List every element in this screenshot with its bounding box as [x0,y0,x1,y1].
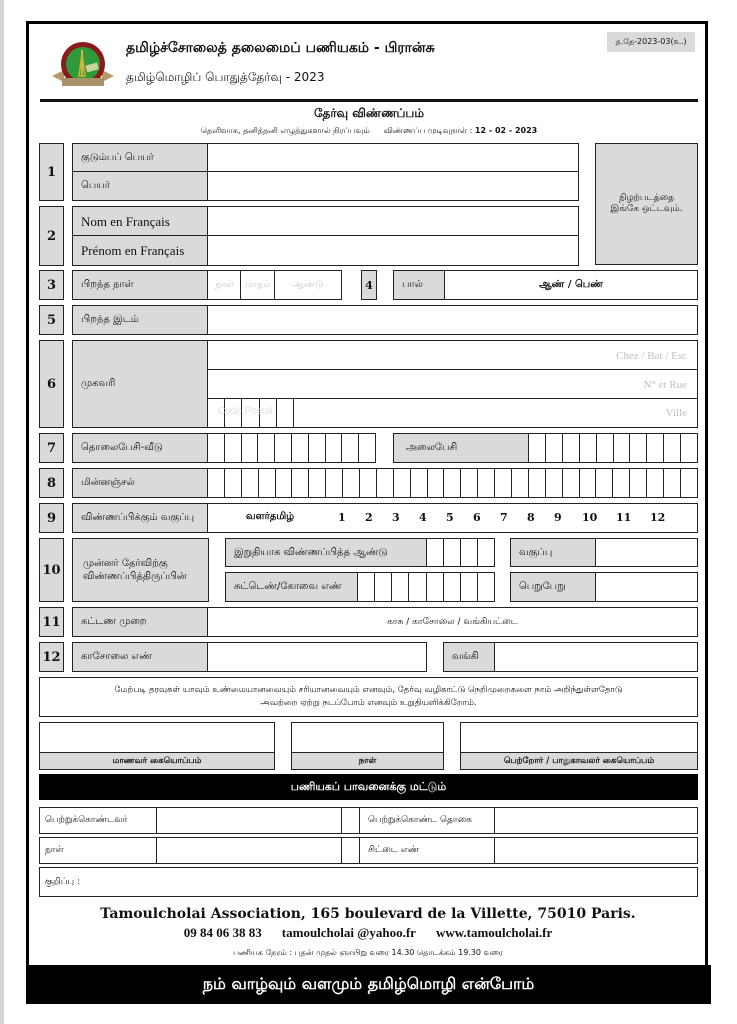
address-street-input[interactable]: N° et Rue [207,369,698,400]
receipt-number-input[interactable] [494,837,698,864]
class-option-6[interactable]: 6 [473,511,481,524]
row-number-5: 5 [39,305,64,335]
emblem-icon [50,40,116,92]
parent-signature-field[interactable] [460,722,698,754]
email-label: மின்னஞ்சல் [72,468,209,498]
class-options [207,503,698,533]
footer-address: Tamoulcholai Association, 165 boulevard de la Villette, 75010 Paris. [100,906,636,922]
row-number-4: 4 [361,270,377,300]
cheque-number-input[interactable] [207,642,427,672]
signature-date-field[interactable] [291,722,444,754]
row-number-2: 2 [39,206,64,266]
birth-month-input[interactable]: மாதம் [240,270,276,300]
class-option-valartamil[interactable]: வளர்தமிழ் [246,511,295,522]
last-year-input[interactable] [426,538,495,567]
prev-class-input[interactable] [595,538,698,567]
declaration-line-1: மேற்படி தரவுகள் யாவும் உண்மையானவையும் சரியானவையும் எனவும், தேர்வு வழிகாட்டு நெறிமுறைகளை நாம் அறிந்துள்ளதோடு [114,685,623,695]
birth-place-input[interactable] [207,305,698,335]
bank-label: வங்கி [443,642,496,672]
deadline [384,126,537,140]
footer-contacts [30,925,706,943]
form-code: த.தே-2023-03(உ.) [607,32,695,52]
footer-phone: 09 84 06 38 83 [183,925,262,940]
office-spacer-2 [341,837,361,864]
footer-website[interactable]: www.tamoulcholai.fr [435,925,553,940]
name-label: பெயர் [72,171,209,201]
received-by-label: பெற்றுக்கொண்டவர் [39,807,158,834]
bank-input[interactable] [494,642,698,672]
instruction-line [40,126,698,140]
ticket-number-label: சுட்டெண்/கோவை எண் [225,572,359,602]
class-option-8[interactable]: 8 [527,511,535,524]
note-field[interactable]: குறிப்பு : [39,867,698,897]
photo-text-1: நிழற்படத்தை [619,193,674,203]
footer-slogan: நம் வாழ்வும் வளமும் தமிழ்மொழி என்போம் [26,965,711,1004]
row-number-6: 6 [39,340,64,428]
name-input[interactable] [207,171,579,201]
prev-class-label: வகுப்பு [510,538,597,567]
postal-code-hint: Code Postal [218,406,273,417]
org-title: தமிழ்ச்சோலைத் தலைமைப் பணியகம் - பிரான்சு [126,40,435,56]
payment-method-options[interactable]: காசு / காசோலை / வங்கியட்டை [207,607,698,637]
row-number-12: 12 [39,642,64,672]
photo-text-2: இங்கே ஒட்டவும். [610,204,683,214]
class-option-7[interactable]: 7 [500,511,508,524]
photo-box[interactable] [595,143,698,265]
ticket-number-input[interactable] [357,572,495,602]
received-by-input[interactable] [156,807,343,834]
class-option-4[interactable]: 4 [419,511,427,524]
student-signature-field[interactable] [39,722,275,754]
receipt-number-label: சிட்டை எண் [359,837,496,864]
previous-exam-label [72,538,209,602]
class-option-12[interactable]: 12 [650,511,666,524]
birth-place-label: பிறந்த இடம் [72,305,209,335]
deadline-label: விண்ணப்ப முடிவுநாள் : [383,126,473,135]
home-phone-label: தொலைபேசி-வீடு [72,433,209,463]
prenom-label: Prénom en Français [72,235,209,266]
birth-day-input[interactable]: நாள் [207,270,242,300]
class-option-5[interactable]: 5 [446,511,454,524]
nom-label: Nom en Français [72,206,209,237]
footer-hours: பணியக நேரம் : புதன் முதல் ஞாயிறு வரை 14.30 தொடக்கம் 19.30 வரை [233,948,503,957]
class-option-3[interactable]: 3 [392,511,400,524]
result-input[interactable] [595,572,698,602]
previous-exam-label-1: முன்னர் தேர்விற்கு [83,558,168,569]
mobile-input[interactable] [528,433,698,463]
nom-input[interactable] [207,206,579,237]
address-label: முகவரி [72,340,209,428]
logo [50,40,116,92]
gender-label: பால் [393,270,446,300]
exam-title: தமிழ்மொழிப் பொதுத்தேர்வு - 2023 [126,70,325,84]
page-edge [0,0,4,1024]
last-year-label: இறுதியாக விண்ணப்பித்த ஆண்டு [225,538,428,567]
row-number-1: 1 [39,143,64,201]
class-option-9[interactable]: 9 [554,511,562,524]
amount-input[interactable] [494,807,698,834]
row-number-7: 7 [39,433,64,463]
header-rule [40,99,698,102]
email-input[interactable] [207,468,698,498]
row-number-8: 8 [39,468,64,498]
declaration [39,677,698,717]
address-city-input[interactable]: Ville [207,398,698,428]
home-phone-input[interactable] [207,433,376,463]
class-option-2[interactable]: 2 [365,511,373,524]
row-number-3: 3 [39,270,64,300]
office-spacer-1 [341,807,361,834]
row-number-10: 10 [39,538,64,602]
result-label: பெறுபேறு [510,572,597,602]
gender-options[interactable]: ஆண் / பெண் [444,270,698,300]
family-name-input[interactable] [207,143,579,173]
parent-signature-label: பெற்றோர் / பாதுகாவலர் கையொப்பம் [460,752,698,770]
class-applied-label: விண்ணப்பிக்கும் வகுப்பு [72,503,209,533]
class-option-1[interactable]: 1 [338,511,346,524]
birth-year-input[interactable]: ஆண்டு [274,270,342,300]
birth-date-label: பிறந்த நாள் [72,270,209,300]
office-date-input[interactable] [156,837,343,864]
office-use-banner: பணியகப் பாவனைக்கு மட்டும் [39,774,698,800]
office-date-label: நாள் [39,837,158,864]
instruction: தெளிவாக, தனித்தனி எழுத்துகளால் நிரப்பவும் [200,126,370,135]
amount-label: பெற்றுக்கொண்ட தொகை [359,807,496,834]
declaration-line-2: அவற்றை ஏற்று நடப்போம் எனவும் உறுதியளிக்கிறோம். [260,698,477,708]
family-name-label: குடும்பப் பெயர் [72,143,209,173]
prenom-input[interactable] [207,235,579,266]
payment-method-label: கட்டண முறை [72,607,209,637]
mobile-label: அலைபேசி [393,433,530,463]
class-option-10[interactable]: 10 [582,511,598,524]
row-number-11: 11 [39,607,64,637]
form-name: தேர்வு விண்ணப்பம் [314,106,424,120]
footer-email[interactable]: tamoulcholai @yahoo.fr [281,925,416,940]
previous-exam-label-2: விண்ணப்பித்திருப்பின் [83,571,187,582]
cheque-number-label: காசோலை எண் [72,642,209,672]
address-line1-input[interactable]: Chez / Bat / Esc [207,340,698,371]
student-signature-label: மாணவர் கையொப்பம் [39,752,275,770]
class-option-11[interactable]: 11 [616,511,632,524]
signature-date-label: நாள் [291,752,444,770]
row-number-9: 9 [39,503,64,533]
deadline-value: 12 - 02 - 2023 [474,126,538,135]
